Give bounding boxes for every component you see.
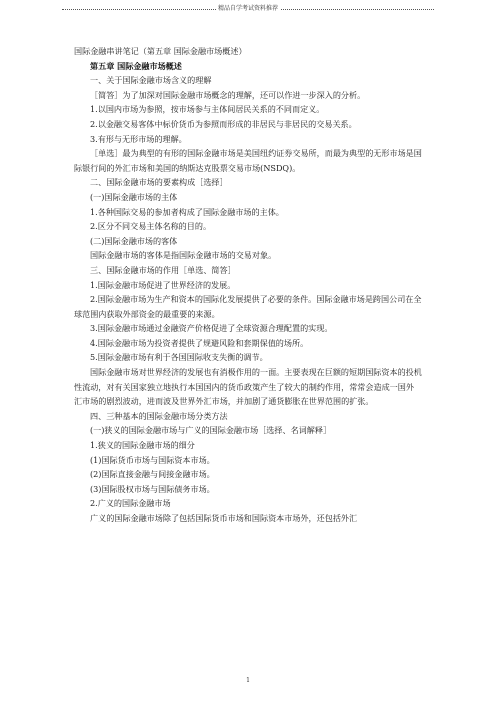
- paragraph: 国际金融市场对世界经济的发展也有消极作用的一面。主要表现在巨额的短期国际资本的投机性流动，对有关国家独立地执行本国国内的货币政策产生了较大的制约作用，常常会造成一国外汇市场的剧烈波动，进而波及世界外汇市场，并加剧了通货膨胀在世界范围的扩张。: [74, 367, 422, 407]
- paragraph: 三、国际金融市场的作用［单选、简答］: [90, 264, 236, 275]
- paragraph: 1.国际金融市场促进了世界经济的发展。: [90, 279, 236, 290]
- paragraph: (一)国际金融市场的主体: [90, 191, 178, 202]
- paragraph: 一、关于国际金融市场含义的理解: [90, 75, 212, 86]
- paragraph: 1.各种国际交易的参加者构成了国际金融市场的主体。: [90, 206, 284, 217]
- paragraph: 1.狭义的国际金融市场的细分: [90, 440, 195, 451]
- page-number: 1: [246, 677, 250, 684]
- paragraph: 国际金融市场的客体是指国际金融市场的交易对象。: [90, 250, 277, 261]
- paragraph: (3)国际股权市场与国际债务市场。: [90, 483, 215, 494]
- paragraph: ［单选］最为典型的有形的国际金融市场是美国纽约证券交易所，而最为典型的无形市场是国际银行间的外汇市场和美国的纳斯达克股票交易市场(NSDQ)。: [74, 148, 422, 173]
- paragraph: 2.以金融交易客体中标价货币为参照而形成的非居民与非居民的交易关系。: [90, 118, 357, 129]
- paragraph: 2.区分不同交易主体名称的目的。: [90, 221, 212, 232]
- paragraph: 二、国际金融市场的要素构成［选择］: [90, 177, 228, 188]
- document-body: [74, 44, 422, 526]
- paragraph: 四、三种基本的国际金融市场分类方法: [90, 410, 228, 421]
- paragraph: 国际金融串讲笔记（第五章 国际金融市场概述）: [74, 46, 247, 56]
- chapter-heading: 第五章 国际金融市场概述: [90, 60, 182, 71]
- paragraph: (2)国际直接金融与间接金融市场。: [90, 469, 215, 480]
- paragraph: (1)国际货币市场与国际资本市场。: [90, 454, 215, 465]
- paragraph: (一)狭义的国际金融市场与广义的国际金融市场［选择、名词解释］: [90, 425, 332, 436]
- page-header: [0, 4, 496, 14]
- paragraph: ［简答］为了加深对国际金融市场概念的理解，还可以作进一步深入的分析。: [90, 89, 366, 100]
- paragraph: 广义的国际金融市场除了包括国际货币市场和国际资本市场外，还包括外汇: [90, 513, 358, 523]
- paragraph: 2.广义的国际金融市场: [90, 498, 171, 509]
- header-label: 精品自学考试资料推荐: [217, 5, 278, 12]
- paragraph: 2.国际金融市场为生产和资本的国际化发展提供了必要的条件。国际金融市场是跨国公司在全球范围内获取外部资金的最重要的来源。: [74, 294, 422, 319]
- paragraph: 3.有形与无形市场的理解。: [90, 133, 187, 144]
- paragraph: 3.国际金融市场通过金融资产价格促进了全球资源合理配置的实现。: [90, 323, 333, 334]
- paragraph: 1.以国内市场为参照，按市场参与主体间居民关系的不同而定义。: [90, 104, 325, 115]
- paragraph: 5.国际金融市场有利于各国国际收支失衡的调节。: [90, 352, 268, 363]
- paragraph: (二)国际金融市场的客体: [90, 235, 178, 246]
- paragraph: 4.国际金融市场为投资者提供了规避风险和套期保值的场所。: [90, 337, 309, 348]
